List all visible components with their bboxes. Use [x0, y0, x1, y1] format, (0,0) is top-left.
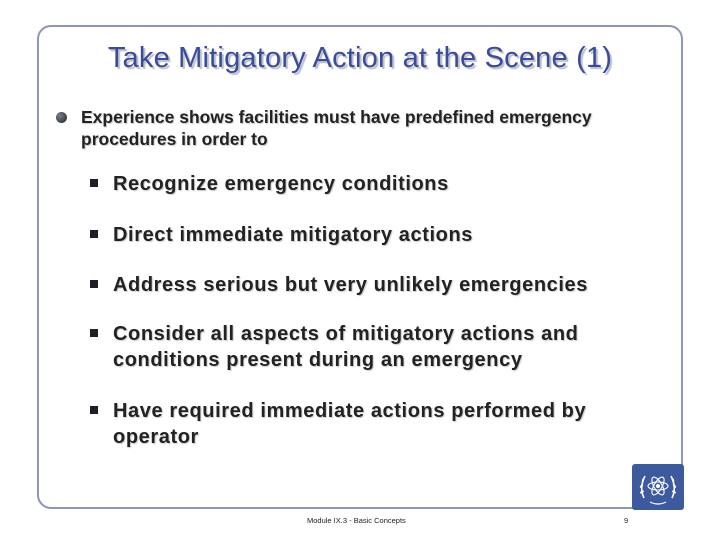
list-item-text: Address serious but very unlikely emergencies: [113, 274, 588, 296]
square-bullet-icon: [90, 406, 98, 414]
list-item-text: Direct immediate mitigatory actions: [113, 224, 473, 246]
list-item-text: Have required immediate actions performed by operator: [113, 400, 587, 448]
intro-text: Experience shows facilities must have predefined emergency procedures in order to: [81, 107, 592, 149]
square-bullet-icon: [90, 280, 98, 288]
round-bullet-icon: [56, 112, 67, 123]
slide-title: Take Mitigatory Action at the Scene (1): [107, 42, 613, 74]
square-bullet-icon: [90, 179, 98, 187]
square-bullet-icon: [90, 230, 98, 238]
page-number: 9: [624, 516, 629, 525]
square-bullet-icon: [90, 329, 98, 337]
list-item: [90, 321, 650, 373]
list-item-text: Consider all aspects of mitigatory actions and conditions present during an emergency: [113, 323, 579, 371]
footer-module-label: Module IX.3 - Basic Concepts: [307, 516, 406, 525]
intro-bullet: [56, 106, 676, 150]
list-item: [90, 171, 680, 197]
list-item-text: Recognize emergency conditions: [113, 173, 449, 195]
list-item: [90, 222, 680, 248]
list-item: [90, 272, 680, 298]
list-item: [90, 398, 650, 450]
iaea-emblem-icon: [632, 464, 684, 510]
